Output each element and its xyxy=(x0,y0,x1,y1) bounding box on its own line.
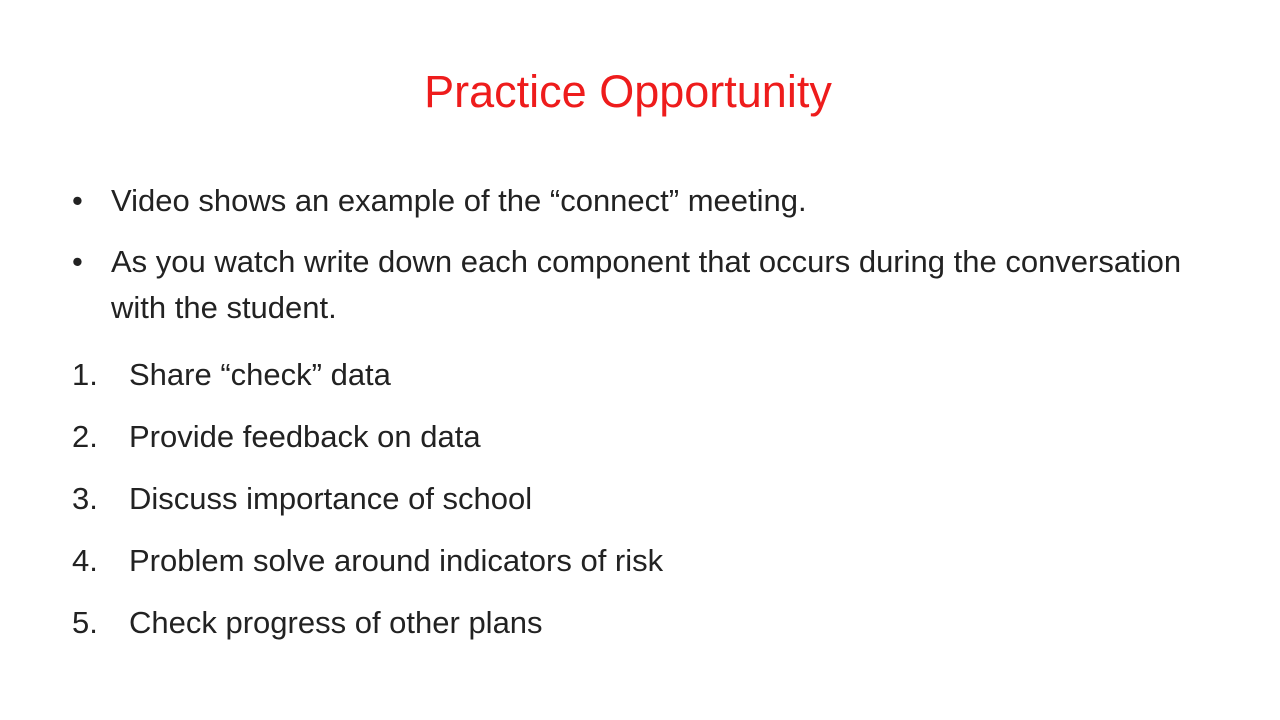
bullet-text: As you watch write down each component that occurs during the conversation with the student. xyxy=(111,244,1182,325)
item-number: 3. xyxy=(72,481,98,516)
bullet-item xyxy=(72,239,1212,331)
numbered-item xyxy=(72,600,1212,646)
bullet-icon: • xyxy=(72,183,83,218)
bullet-icon: • xyxy=(72,244,83,279)
slide-title: Practice Opportunity xyxy=(424,66,832,117)
item-number: 5. xyxy=(72,605,98,640)
numbered-item xyxy=(72,352,1212,398)
item-text: Share “check” data xyxy=(129,357,391,392)
item-number: 1. xyxy=(72,357,98,392)
item-text: Check progress of other plans xyxy=(129,605,543,640)
numbered-item xyxy=(72,414,1212,460)
bullet-list xyxy=(72,178,1212,346)
item-text: Discuss importance of school xyxy=(129,481,533,516)
numbered-item xyxy=(72,476,1212,522)
item-text: Problem solve around indicators of risk xyxy=(129,543,664,578)
numbered-list xyxy=(72,352,1212,662)
item-number: 4. xyxy=(72,543,98,578)
item-number: 2. xyxy=(72,419,98,454)
item-text: Provide feedback on data xyxy=(129,419,481,454)
bullet-item xyxy=(72,178,1212,224)
bullet-text: Video shows an example of the “connect” meeting. xyxy=(111,183,807,218)
numbered-item xyxy=(72,538,1212,584)
